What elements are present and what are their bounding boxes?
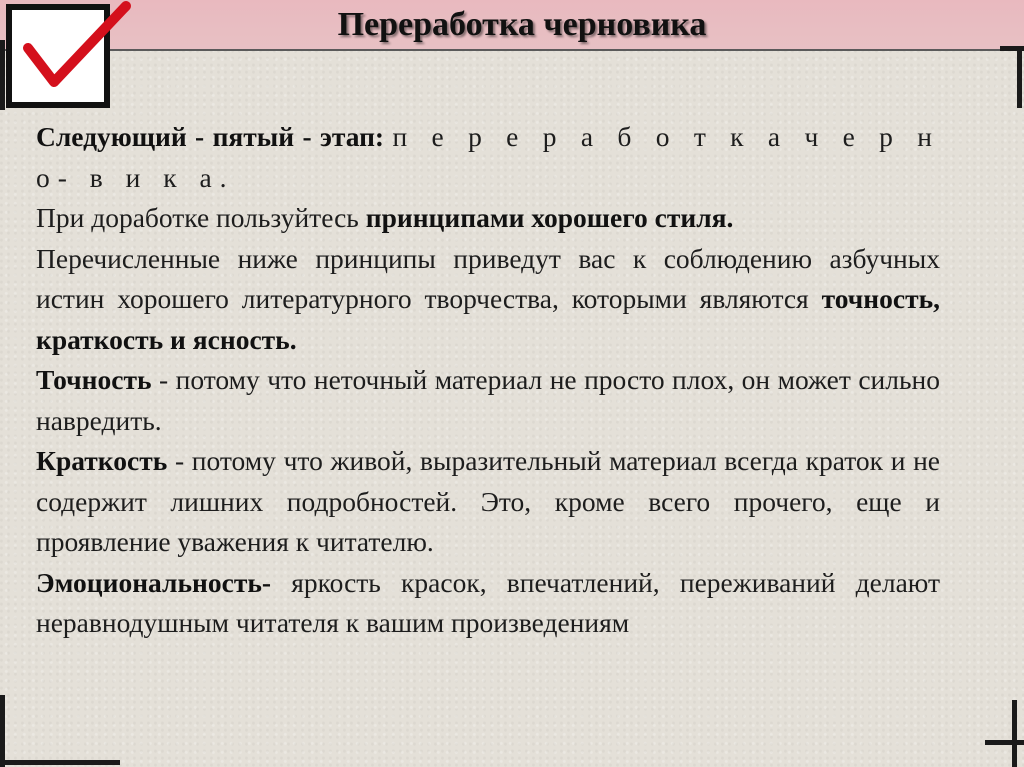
- paragraph-style-bold: принципами хорошего стиля.: [365, 202, 734, 233]
- paragraph-stage: [36, 117, 940, 198]
- paragraph-brevity-text: - потому что живой, выразительный материал всегда краток и не содержит лишних подробностей. Это, кроме всего прочего, еще и проявление уважения к читателю.: [36, 445, 940, 557]
- paragraph-brevity-bold: Краткость: [36, 445, 168, 476]
- paragraph-accuracy-text: - потому что неточный материал не просто плох, он может сильно навредить.: [36, 364, 941, 436]
- frame-left-top: [0, 40, 5, 110]
- frame-left-bottom: [0, 695, 5, 767]
- frame-top-right: [1000, 46, 1024, 51]
- paragraph-principles-text: Перечисленные ниже принципы приведут вас к соблюдению азбучных истин хорошего литературного творчества, которыми являются: [36, 242, 940, 314]
- paragraph-brevity: [36, 441, 940, 563]
- frame-right-top: [1017, 48, 1022, 108]
- paragraph-accuracy-bold: Точность: [36, 364, 152, 395]
- paragraph-style: [36, 198, 940, 239]
- paragraph-stage-bold: Следующий - пятый - этап:: [36, 121, 385, 152]
- paragraph-emotion: [36, 563, 940, 644]
- paragraph-principles: [36, 239, 940, 361]
- paragraph-stage-text: п е р е р а б о т к а ч е р н о- в и к а.: [36, 121, 940, 193]
- slide-body: [36, 117, 940, 644]
- paragraph-accuracy: [36, 360, 940, 441]
- slide-title: Переработка черновика: [337, 6, 707, 43]
- frame-right-bottom: [1012, 700, 1017, 767]
- paragraph-emotion-text: яркость красок, впечатлений, переживаний делают неравнодушным читателя к вашим произведениям: [36, 566, 940, 638]
- frame-bottom-left: [0, 760, 120, 765]
- checkbox-checked-icon: [6, 4, 110, 108]
- frame-bottom-right: [985, 740, 1024, 745]
- paragraph-principles-bold: точность, краткость и ясность.: [36, 283, 940, 355]
- paragraph-style-text: При доработке пользуйтесь: [36, 202, 359, 233]
- paragraph-emotion-bold: Эмоциональность-: [36, 566, 272, 598]
